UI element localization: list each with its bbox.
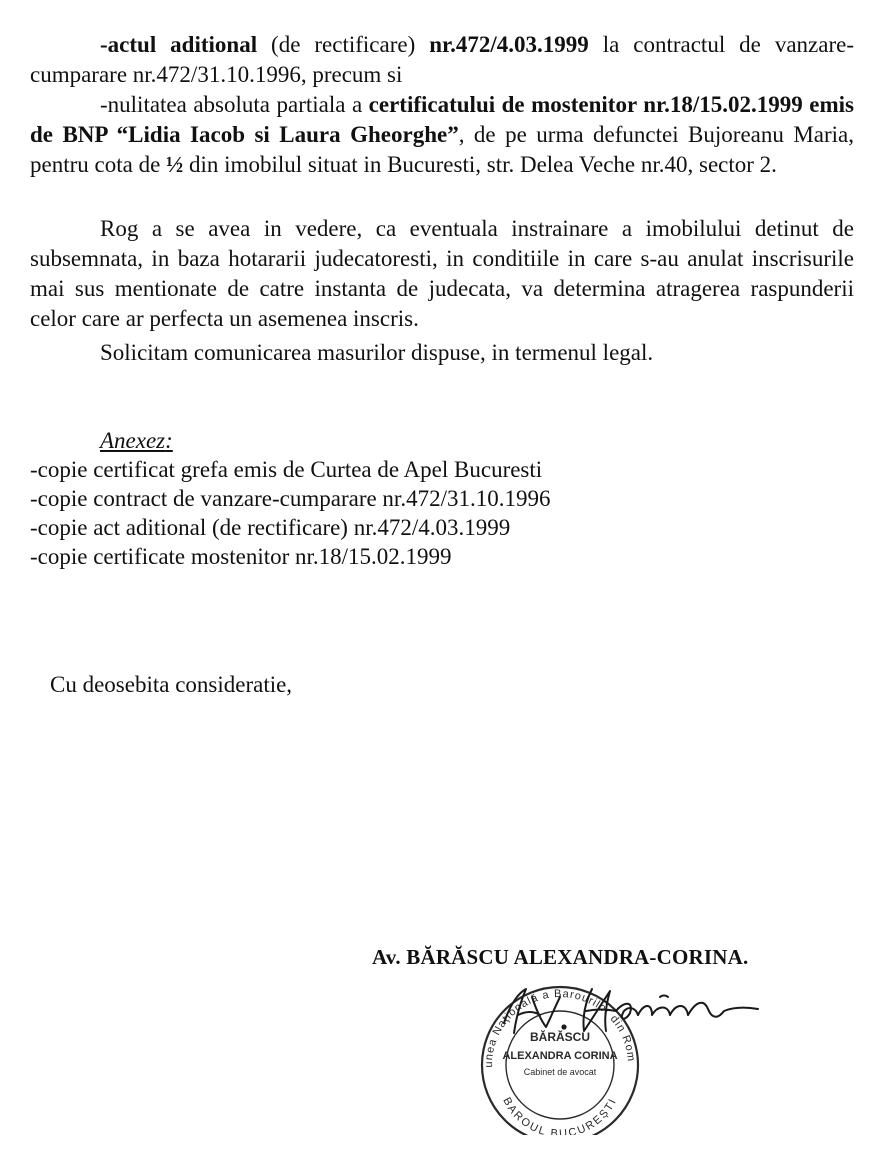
lawyer-stamp-seal xyxy=(474,975,764,1135)
stamp-line-2: ALEXANDRA CORINA xyxy=(502,1050,618,1062)
paragraph-nullity xyxy=(30,90,854,180)
share-fraction: ½ xyxy=(166,152,184,177)
annexes-list xyxy=(30,455,550,571)
paragraph-addendum xyxy=(30,30,854,90)
paragraph-communication: Solicitam comunicarea masurilor dispuse, in termenul legal. xyxy=(100,340,654,365)
addendum-number: nr.472/4.03.1999 xyxy=(429,32,589,57)
stamp-and-signature xyxy=(474,975,764,1135)
annex-item: -copie certificate mostenitor nr.18/15.02.1999 xyxy=(30,544,452,569)
stamp-ring-top: unea Națională a Barourilor din Rom xyxy=(482,987,638,1068)
annexes-title xyxy=(100,426,173,456)
nullity-intro: -nulitatea absoluta partiala a xyxy=(100,92,369,117)
annex-item: -copie contract de vanzare-cumparare nr.472/31.10.1996 xyxy=(30,486,551,511)
addendum-rest: la contractul de vanzare-cumparare nr.472/31.10.1996, precum si xyxy=(30,32,855,87)
nullity-deceased: , de pe urma defunctei Bujoreanu Maria, pentru cota de xyxy=(30,122,854,177)
annex-item: -copie act aditional (de rectificare) nr.472/4.03.1999 xyxy=(30,515,511,540)
closing-salutation: Cu deosebita consideratie, xyxy=(50,672,293,697)
svg-text:BAROUL BUCUREȘTI xyxy=(500,1096,619,1135)
stamp-line-3: Cabinet de avocat xyxy=(523,1067,597,1077)
annexes-title-colon: : xyxy=(165,428,173,453)
nullity-property: din imobilul situat in Bucuresti, str. Delea Veche nr.40, sector 2. xyxy=(183,152,777,177)
annex-item: -copie certificat grefa emis de Curtea de Apel Bucuresti xyxy=(30,457,543,482)
certificate-reference: certificatului de mostenitor nr.18/15.02.1999 emis de BNP “Lidia Iacob si Laura Gheorghe” xyxy=(30,92,854,147)
paragraph-request: Rog a se avea in vedere, ca eventuala instrainare a imobilului detinut de subsemnata, in baza hotararii judecatoresti, in conditiile in care s-au anulat inscrisurile mai sus mentionate de catre instanta de judecata, va determina atragerea raspunderii celor care ar perfecta un asemenea inscris. xyxy=(30,216,854,331)
signer-name: Av. BĂRĂSCU ALEXANDRA-CORINA. xyxy=(372,945,749,969)
stamp-line-1: BĂRĂSCU xyxy=(530,1030,590,1044)
annexes-title-text: Anexez xyxy=(100,428,166,453)
stamp-ring-bottom: BAROUL BUCUREȘTI xyxy=(500,1095,620,1135)
addendum-note: (de rectificare) xyxy=(257,32,430,57)
addendum-label: -actul aditional xyxy=(100,32,258,57)
